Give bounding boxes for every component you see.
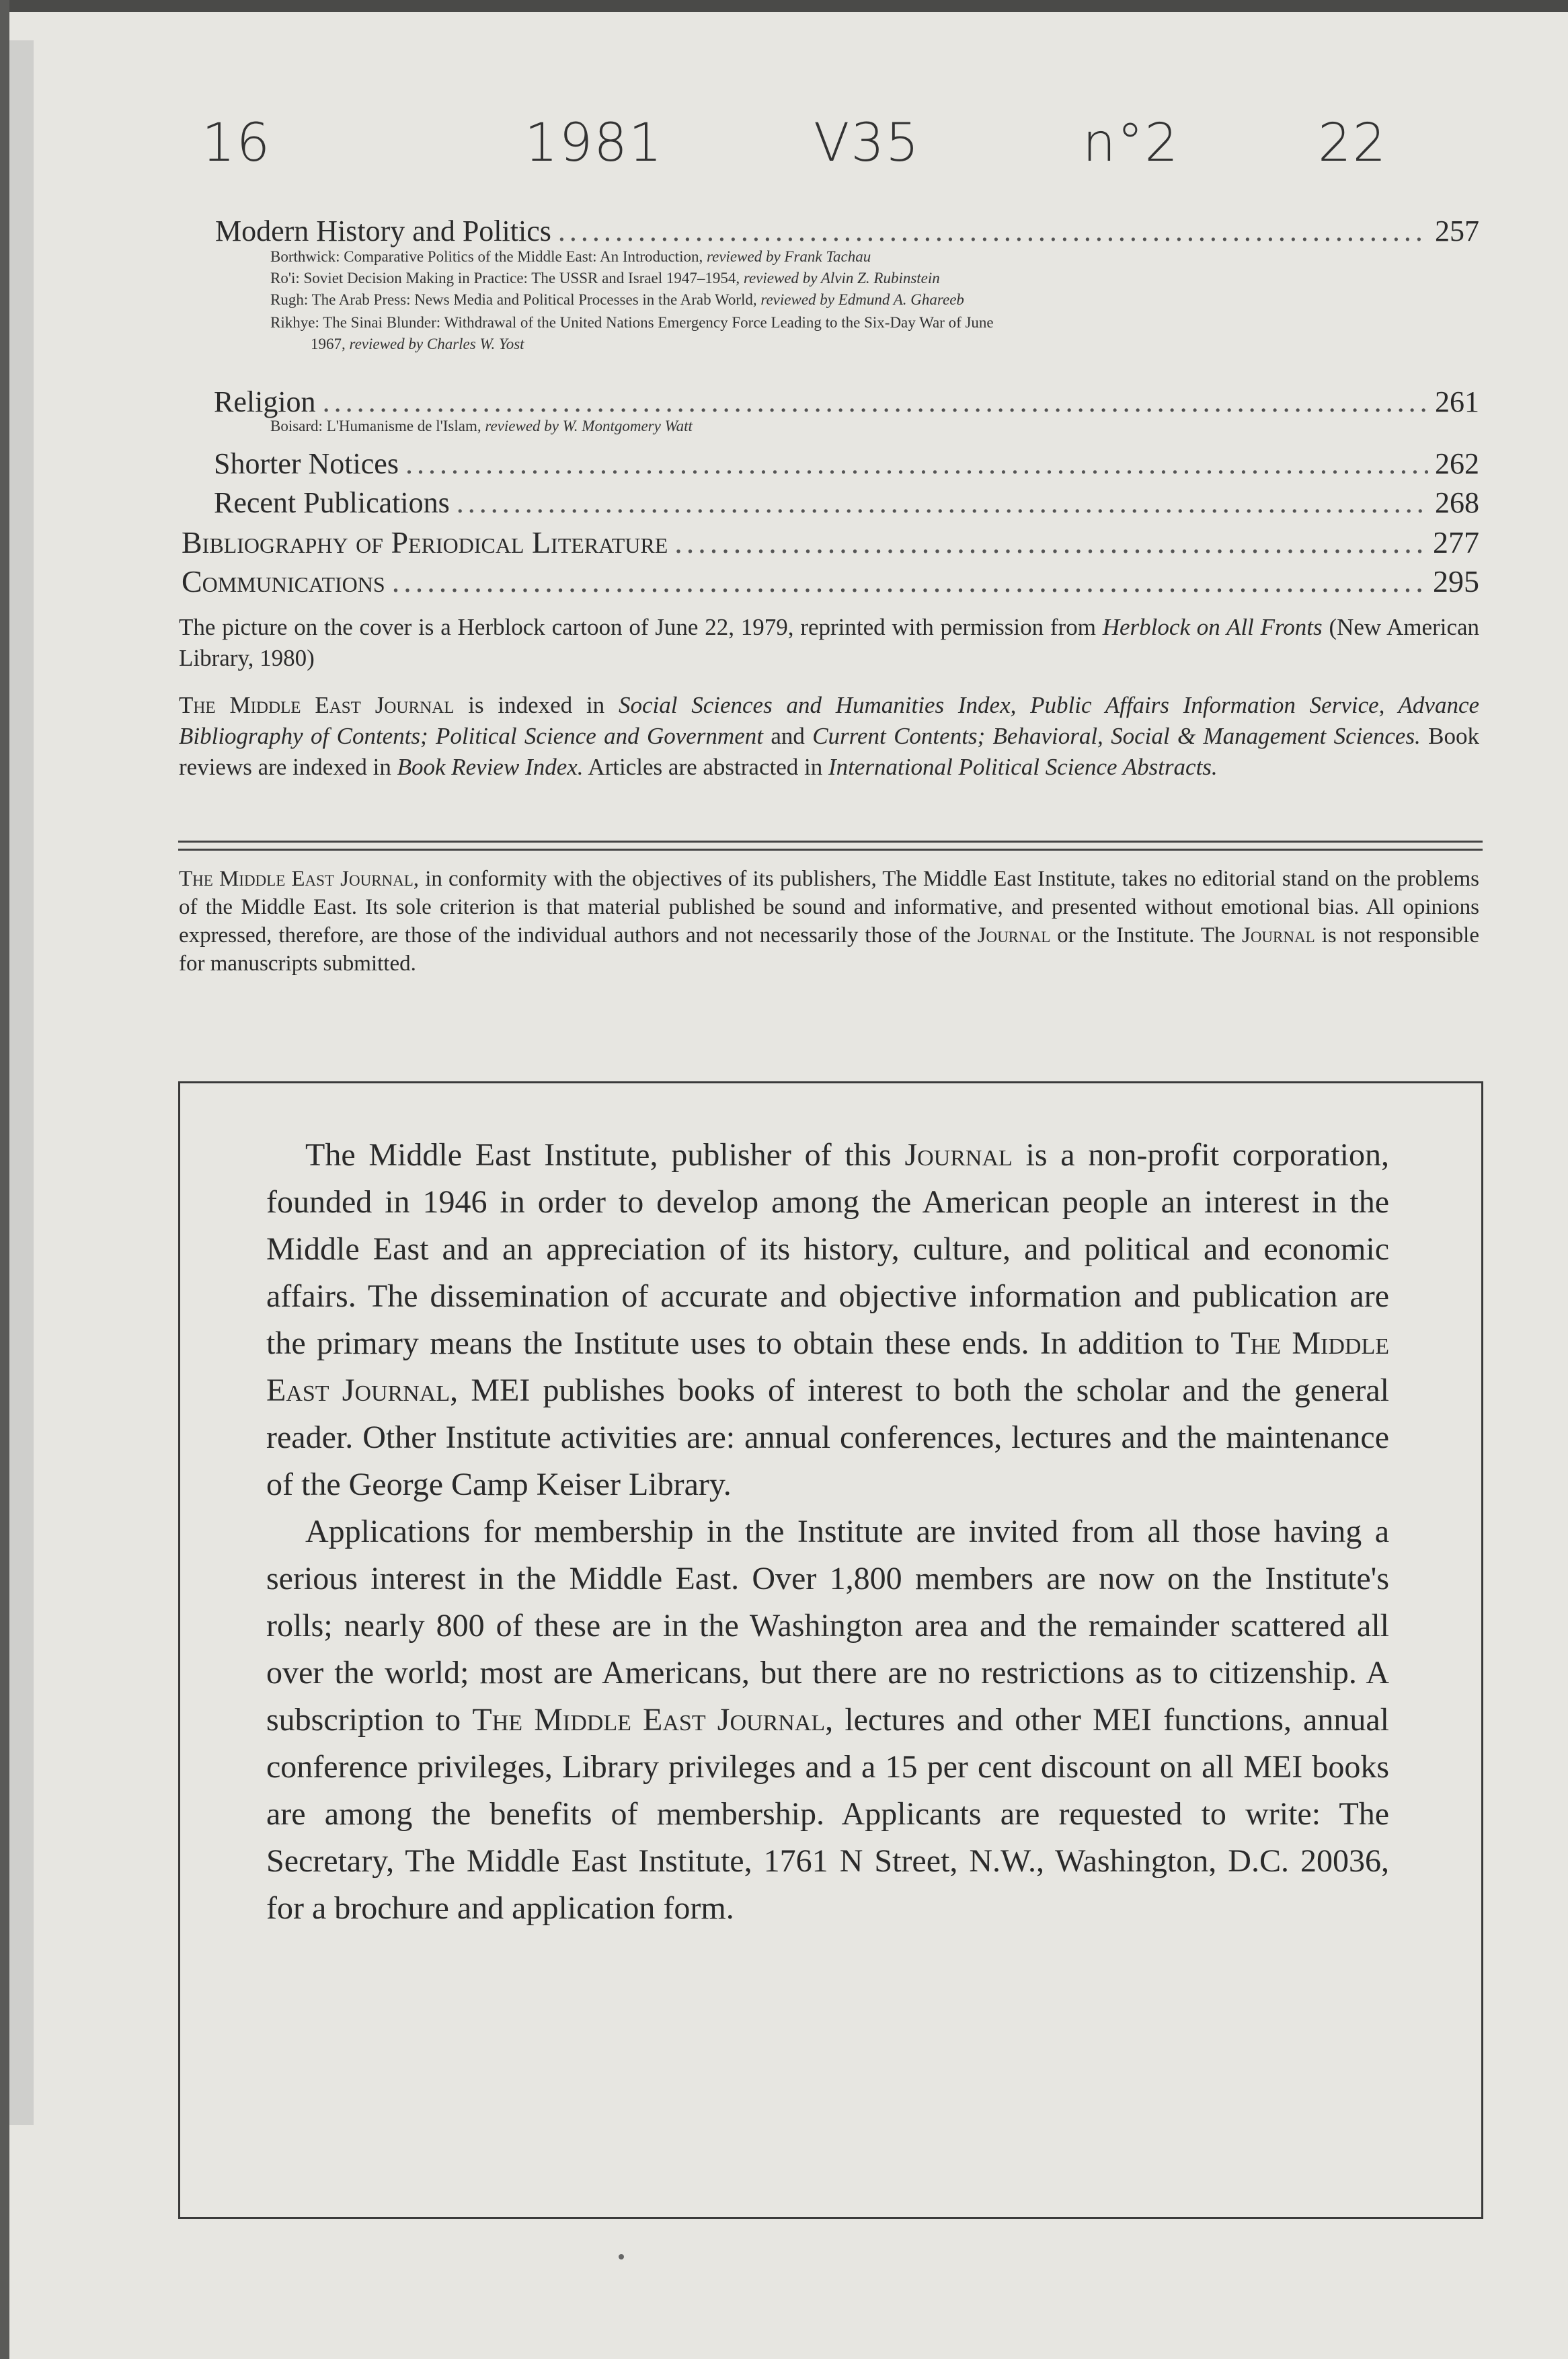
toc-title: Recent Publications [214,486,450,519]
toc-leader [674,525,1426,560]
toc-title: Shorter Notices [214,447,399,480]
annotation-number: n°2 [1083,113,1180,173]
toc-subentry: Rugh: The Arab Press: News Media and Political Processes in the Arab World, reviewed by Edmund A. Ghareeb [270,291,964,308]
toc-entry-communications [182,564,1479,599]
divider-rule [178,849,1483,851]
toc-title: Communications [182,564,385,598]
toc-leader [405,447,1428,481]
institute-info-text [266,1132,1389,1932]
toc-subentry: Ro'i: Soviet Decision Making in Practice: The USSR and Israel 1947–1954, reviewed by Alvin Z. Rubinstein [270,270,940,286]
annotation-volume-index: 16 [202,113,272,173]
toc-leader [457,486,1428,520]
toc-page: 261 [1435,385,1479,418]
index-note: The Middle East Journal is indexed in Social Sciences and Humanities Index, Public Affairs Information Service, Advance Bibliography of Contents; Political Science and Government and Current Contents; Behavioral, Social & Management Sciences. Book reviews are indexed in Book Review Index. Articles are abstracted in International Political Science Abstracts. [179,692,1480,780]
scan-speck [619,2254,624,2259]
editorial-disclaimer: The Middle East Journal, in conformity with the objectives of its publishers, The Middle East Institute, takes no editorial stand on the problems of the Middle East. Its sole criterion is that material published be sound and informative, and presented without emotional bias. All opinions expressed, therefore, are those of the individual authors and not necessarily those of the Journal or the Institute. The Journal is not responsible for manuscripts submitted. [179,867,1480,976]
toc-subentry: Rikhye: The Sinai Blunder: Withdrawal of the United Nations Emergency Force Leading to the Six-Day War of June [270,314,994,331]
scan-shadow-top [0,0,1568,12]
annotation-volume: V35 [814,113,920,173]
scan-shadow-left [0,0,9,2359]
toc-leader [558,214,1428,248]
toc-title: Bibliography of Periodical Literature [182,525,668,559]
toc-page: 277 [1433,525,1479,559]
toc-page: 295 [1433,564,1479,598]
toc-page: 262 [1435,447,1479,480]
annotation-page: 22 [1318,113,1388,173]
toc-subentry: Borthwick: Comparative Politics of the Middle East: An Introduction, reviewed by Frank Tachau [270,248,871,265]
toc-subentry: 1967, reviewed by Charles W. Yost [311,336,524,352]
toc-entry-shorter-notices [214,447,1479,481]
toc-title: Religion [214,385,316,418]
membership-paragraph: Applications for membership in the Institute are invited from all those having a serious interest in the Middle East. Over 1,800 members are now on the Institute's rolls; nearly 800 of these are in the Washington area and the remainder scattered all over the world; most are Americans, but there are no restrictions as to citizenship. A subscription to The Middle East Journal, lectures and other MEI functions, annual conference privileges, Library privileges and a 15 per cent discount on all MEI books are among the benefits of membership. Applicants are requested to write: The Secretary, The Middle East Institute, 1761 N Street, N.W., Washington, D.C. 20036, for a brochure and application form. [266,1514,1389,1926]
cover-note: The picture on the cover is a Herblock cartoon of June 22, 1979, reprinted with permission from Herblock on All Fronts (New American Library, 1980) [179,614,1480,671]
toc-page: 257 [1435,215,1479,247]
institute-info-box [178,1081,1483,2219]
toc-entry-bibliography [182,525,1479,560]
annotation-year: 1981 [524,113,664,173]
toc-page: 268 [1435,486,1479,519]
toc-entry-recent-publications [214,486,1479,520]
toc-leader [392,564,1426,599]
toc-subentry: Boisard: L'Humanisme de l'Islam, reviewed by W. Montgomery Watt [270,418,693,434]
toc-entry-modern-history [215,214,1479,248]
toc-title: Modern History and Politics [215,215,551,247]
institute-paragraph: The Middle East Institute, publisher of this Journal is a non-profit corporation, founded in 1946 in order to develop among the American people an interest in the Middle East and an appreciation of its history, culture, and political and economic affairs. The dissemination of accurate and objective information and publication are the primary means the Institute uses to obtain these ends. In addition to The Middle East Journal, MEI publishes books of interest to both the scholar and the general reader. Other Institute activities are: annual conferences, lectures and the maintenance of the George Camp Keiser Library. [266,1137,1390,1502]
toc-entry-religion [214,385,1479,419]
divider-rule [178,841,1483,843]
toc-leader [323,385,1428,419]
page-edge-strip [9,40,34,2125]
